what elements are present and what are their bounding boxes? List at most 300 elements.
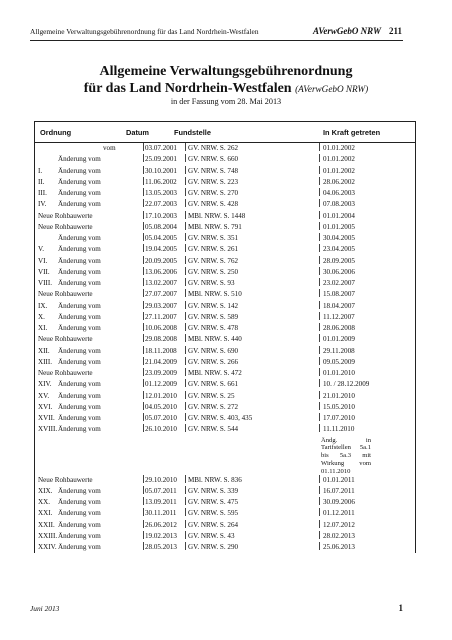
row-in-kraft: 15.08.2007 <box>323 290 355 299</box>
row-roman-numeral: XIII. <box>38 357 52 366</box>
column-separator <box>319 542 320 550</box>
row-label: Änderung vom <box>58 177 101 186</box>
row-label: Änderung vom <box>58 301 101 310</box>
table-row <box>35 531 415 542</box>
column-separator <box>143 233 144 241</box>
column-separator <box>319 199 320 207</box>
document-title-line1: Allgemeine Verwaltungsgebührenordnung <box>99 64 353 79</box>
amendments-table <box>34 121 416 553</box>
row-roman-numeral: IV. <box>38 200 47 209</box>
column-separator <box>185 368 186 376</box>
header-datum: Datum <box>126 128 149 137</box>
column-separator <box>319 486 320 494</box>
table-row <box>35 424 415 435</box>
header-in-kraft: In Kraft getreten <box>323 128 381 137</box>
table-row <box>35 346 415 357</box>
column-separator <box>143 402 144 410</box>
row-fundstelle: MBl. NRW. S. 440 <box>188 335 242 344</box>
column-separator <box>143 199 144 207</box>
row-in-kraft: 01.01.2005 <box>323 222 355 231</box>
amendment-note: Ändg. in Tarifstellen 5a.1 bis 5a.3 mit Wirkung vom 01.11.2010 <box>321 436 371 475</box>
row-fundstelle: GV. NRW. S. 475 <box>188 498 239 506</box>
row-fundstelle: GV. NRW. S. 478 <box>188 324 239 332</box>
row-roman-numeral: X. <box>38 312 45 321</box>
column-separator <box>143 301 144 309</box>
row-datum: 27.11.2007 <box>145 312 177 321</box>
row-datum: 29.08.2008 <box>145 335 177 344</box>
column-separator <box>185 267 186 275</box>
row-label: Neue Rohbauwerte <box>38 335 93 344</box>
row-fundstelle: GV. NRW. S. 595 <box>188 509 239 518</box>
table-header <box>35 122 415 143</box>
column-separator <box>185 508 186 516</box>
row-label: Änderung vom <box>58 279 101 287</box>
column-separator <box>319 233 320 241</box>
row-in-kraft: 28.09.2005 <box>323 256 355 265</box>
row-label: Änderung vom <box>58 312 101 321</box>
row-datum: 26.10.2010 <box>145 425 177 434</box>
table-row <box>35 233 415 244</box>
row-in-kraft: 30.09.2006 <box>323 498 355 506</box>
row-fundstelle: GV. NRW. S. 261 <box>188 245 239 254</box>
column-separator <box>185 542 186 550</box>
row-in-kraft: 11.11.2010 <box>323 425 355 434</box>
row-label: Änderung vom <box>58 498 101 506</box>
row-label: Änderung vom <box>58 267 101 276</box>
document-title-line2-text: für das Land Nordrhein-Westfalen <box>83 81 292 96</box>
row-fundstelle: GV. NRW. S. 270 <box>188 189 239 197</box>
column-separator <box>319 222 320 230</box>
table-row <box>35 143 415 154</box>
table-row <box>35 267 415 278</box>
row-fundstelle: GV. NRW. S. 544 <box>188 425 239 434</box>
row-datum: 05.04.2005 <box>145 234 177 242</box>
row-fundstelle: MBl. NRW. S. 510 <box>188 290 242 299</box>
row-label: Änderung vom <box>58 402 101 411</box>
column-separator <box>143 497 144 505</box>
row-in-kraft: 15.05.2010 <box>323 402 355 411</box>
column-separator <box>143 177 144 185</box>
row-datum: 13.05.2003 <box>145 189 177 197</box>
column-separator <box>185 301 186 309</box>
row-in-kraft: 01.01.2002 <box>323 166 355 175</box>
column-separator <box>185 520 186 528</box>
column-separator <box>185 256 186 264</box>
row-in-kraft: 21.01.2010 <box>323 391 355 400</box>
row-roman-numeral: VII. <box>38 267 50 276</box>
row-datum: 04.05.2010 <box>145 402 177 411</box>
row-fundstelle: GV. NRW. S. 748 <box>188 166 239 175</box>
row-label: Änderung vom <box>58 155 101 164</box>
row-label: Änderung vom <box>58 543 101 551</box>
column-separator <box>185 154 186 162</box>
row-datum: 29.03.2007 <box>145 301 177 310</box>
row-fundstelle: GV. NRW. S. 589 <box>188 312 239 321</box>
row-label: Änderung vom <box>58 256 101 265</box>
column-separator <box>185 497 186 505</box>
column-separator <box>319 154 320 162</box>
running-header-right <box>313 26 402 36</box>
table-row <box>35 357 415 368</box>
column-separator <box>319 379 320 387</box>
column-separator <box>143 531 144 539</box>
column-separator <box>185 357 186 365</box>
row-in-kraft: 28.06.2008 <box>323 324 355 332</box>
header-rule <box>30 40 403 41</box>
row-datum: 26.06.2012 <box>145 520 177 529</box>
column-separator <box>185 188 186 196</box>
table-row <box>35 413 415 424</box>
column-separator <box>143 334 144 342</box>
column-separator <box>185 233 186 241</box>
table-row <box>35 323 415 334</box>
column-separator <box>319 520 320 528</box>
row-in-kraft: 07.08.2003 <box>323 200 355 209</box>
row-datum: 27.07.2007 <box>145 290 177 299</box>
row-fundstelle: MBl. NRW. S. 1448 <box>188 211 246 220</box>
table-row <box>35 244 415 255</box>
table-row <box>35 542 415 553</box>
row-in-kraft: 01.01.2004 <box>323 211 355 220</box>
row-label: Änderung vom <box>58 346 101 355</box>
column-separator <box>143 222 144 230</box>
row-in-kraft: 30.06.2006 <box>323 267 355 276</box>
row-label: Neue Rohbauwerte <box>38 222 93 231</box>
row-in-kraft: 16.07.2011 <box>323 486 355 495</box>
row-roman-numeral: XVII. <box>38 414 55 422</box>
row-datum: 18.11.2008 <box>145 346 177 355</box>
table-note-row <box>35 436 415 475</box>
column-separator <box>319 413 320 421</box>
column-separator <box>319 368 320 376</box>
row-in-kraft: 30.04.2005 <box>323 234 355 242</box>
running-title: Allgemeine Verwaltungsgebührenordnung für das Land Nordrhein-Westfalen <box>30 27 259 36</box>
table-row <box>35 486 415 497</box>
column-separator <box>185 244 186 252</box>
column-separator <box>143 312 144 320</box>
row-roman-numeral: XVIII. <box>38 425 58 434</box>
column-separator <box>319 334 320 342</box>
row-datum: 13.09.2011 <box>145 498 177 506</box>
page-footer <box>30 603 403 613</box>
table-row <box>35 154 415 165</box>
row-in-kraft: 01.01.2011 <box>323 475 355 484</box>
column-separator <box>319 166 320 174</box>
row-label: Änderung vom <box>58 245 101 254</box>
row-datum: 17.10.2003 <box>145 211 177 220</box>
column-separator <box>185 413 186 421</box>
row-fundstelle: GV. NRW. S. 290 <box>188 543 239 551</box>
column-separator <box>143 486 144 494</box>
table-row <box>35 379 415 390</box>
column-separator <box>143 508 144 516</box>
row-in-kraft: 25.06.2013 <box>323 543 355 551</box>
header-page-number: 211 <box>388 26 402 36</box>
row-fundstelle: GV. NRW. S. 690 <box>188 346 239 355</box>
row-fundstelle: MBl. NRW. S. 791 <box>188 222 242 231</box>
column-separator <box>143 188 144 196</box>
header-fundstelle: Fundstelle <box>174 128 211 137</box>
row-datum: 19.04.2005 <box>145 245 177 254</box>
row-fundstelle: GV. NRW. S. 403, 435 <box>188 414 253 422</box>
row-in-kraft: 29.11.2008 <box>323 346 355 355</box>
column-separator <box>143 323 144 331</box>
column-separator <box>319 531 320 539</box>
table-row <box>35 188 415 199</box>
row-datum: 10.06.2008 <box>145 324 177 332</box>
column-separator <box>185 177 186 185</box>
table-row <box>35 177 415 188</box>
table-row <box>35 508 415 519</box>
column-separator <box>143 357 144 365</box>
column-separator <box>185 211 186 219</box>
column-separator <box>143 244 144 252</box>
column-separator <box>143 289 144 297</box>
row-datum: 25.09.2001 <box>145 155 177 164</box>
row-datum: 05.08.2004 <box>145 222 177 231</box>
row-label: Änderung vom <box>58 380 101 389</box>
row-in-kraft: 17.07.2010 <box>323 414 355 422</box>
table-row <box>35 199 415 210</box>
row-fundstelle: GV. NRW. S. 93 <box>188 279 235 287</box>
table-row <box>35 312 415 323</box>
row-label: Neue Rohbauwerte <box>38 369 93 377</box>
column-separator <box>319 497 320 505</box>
column-separator <box>185 323 186 331</box>
row-fundstelle: GV. NRW. S. 272 <box>188 402 239 411</box>
table-row <box>35 475 415 486</box>
column-separator <box>319 188 320 196</box>
row-roman-numeral: III. <box>38 189 47 197</box>
row-fundstelle: GV. NRW. S. 266 <box>188 357 239 366</box>
row-datum: 05.07.2010 <box>145 414 177 422</box>
column-separator <box>143 211 144 219</box>
table-row <box>35 391 415 402</box>
table-row <box>35 211 415 222</box>
row-fundstelle: GV. NRW. S. 428 <box>188 200 239 209</box>
row-in-kraft: 11.12.2007 <box>323 312 355 321</box>
row-in-kraft: 23.02.2007 <box>323 279 355 287</box>
row-datum: 29.10.2010 <box>145 475 177 484</box>
row-datum: 22.07.2003 <box>145 200 177 209</box>
column-separator <box>319 211 320 219</box>
row-fundstelle: GV. NRW. S. 223 <box>188 177 239 186</box>
row-label: Änderung vom <box>58 391 101 400</box>
row-datum: 28.05.2013 <box>145 543 177 551</box>
footer-page-number: 1 <box>398 603 403 613</box>
table-row <box>35 166 415 177</box>
row-fundstelle: GV. NRW. S. 25 <box>188 391 235 400</box>
row-datum: 13.02.2007 <box>145 279 177 287</box>
table-row <box>35 497 415 508</box>
row-in-kraft: 01.01.2010 <box>323 369 355 377</box>
row-in-kraft: 28.06.2002 <box>323 177 355 186</box>
column-separator <box>319 402 320 410</box>
row-label: Neue Rohbauwerte <box>38 211 93 220</box>
column-separator <box>185 346 186 354</box>
row-in-kraft: 09.05.2009 <box>323 357 355 366</box>
column-separator <box>143 424 144 432</box>
row-fundstelle: GV. NRW. S. 262 <box>188 144 239 152</box>
row-vom: vom <box>103 144 116 152</box>
column-separator <box>143 154 144 162</box>
column-separator <box>319 177 320 185</box>
row-datum: 01.12.2009 <box>145 380 177 389</box>
row-label: Änderung vom <box>58 189 101 197</box>
row-fundstelle: GV. NRW. S. 762 <box>188 256 239 265</box>
row-datum: 19.02.2013 <box>145 531 177 540</box>
column-separator <box>185 486 186 494</box>
table-row <box>35 301 415 312</box>
row-roman-numeral: XXIII. <box>38 531 58 540</box>
row-in-kraft: 01.01.2002 <box>323 155 355 164</box>
column-separator <box>185 278 186 286</box>
row-in-kraft: 23.04.2005 <box>323 245 355 254</box>
row-label: Änderung vom <box>58 531 101 540</box>
row-datum: 13.06.2006 <box>145 267 177 276</box>
row-fundstelle: GV. NRW. S. 250 <box>188 267 239 276</box>
column-separator <box>319 508 320 516</box>
row-datum: 20.09.2005 <box>145 256 177 265</box>
column-separator <box>143 166 144 174</box>
column-separator <box>185 424 186 432</box>
row-in-kraft: 18.04.2007 <box>323 301 355 310</box>
row-roman-numeral: XIV. <box>38 380 52 389</box>
row-datum: 05.07.2011 <box>145 486 177 495</box>
column-separator <box>185 391 186 399</box>
column-separator <box>185 312 186 320</box>
row-datum: 03.07.2001 <box>145 144 177 152</box>
row-fundstelle: GV. NRW. S. 264 <box>188 520 239 529</box>
column-separator <box>185 531 186 539</box>
table-row <box>35 256 415 267</box>
row-datum: 12.01.2010 <box>145 391 177 400</box>
row-roman-numeral: XV. <box>38 391 50 400</box>
row-label: Änderung vom <box>58 324 101 332</box>
row-in-kraft: 01.12.2011 <box>323 509 355 518</box>
column-separator <box>143 267 144 275</box>
column-separator <box>185 199 186 207</box>
row-fundstelle: MBl. NRW. S. 472 <box>188 369 242 377</box>
table-row <box>35 289 415 300</box>
column-separator <box>185 334 186 342</box>
row-roman-numeral: VI. <box>38 256 48 265</box>
row-label: Änderung vom <box>58 509 101 518</box>
table-row <box>35 334 415 345</box>
row-fundstelle: GV. NRW. S. 660 <box>188 155 239 164</box>
row-roman-numeral: IX. <box>38 301 48 310</box>
column-separator <box>143 256 144 264</box>
row-roman-numeral: XXI. <box>38 509 53 518</box>
column-separator <box>319 357 320 365</box>
table-row <box>35 402 415 413</box>
row-fundstelle: GV. NRW. S. 43 <box>188 531 235 540</box>
table-row <box>35 368 415 379</box>
row-roman-numeral: XXII. <box>38 520 55 529</box>
column-separator <box>185 402 186 410</box>
row-label: Änderung vom <box>58 166 101 175</box>
row-fundstelle: GV. NRW. S. 661 <box>188 380 239 389</box>
column-separator <box>185 379 186 387</box>
table-row <box>35 222 415 233</box>
row-roman-numeral: XVI. <box>38 402 53 411</box>
row-datum: 11.06.2002 <box>145 177 177 186</box>
footer-date: Juni 2013 <box>30 604 60 613</box>
row-in-kraft: 01.01.2002 <box>323 144 355 152</box>
row-datum: 30.11.2011 <box>145 509 177 518</box>
row-in-kraft: 10. / 28.12.2009 <box>323 380 370 389</box>
row-label: Änderung vom <box>58 486 101 495</box>
column-separator <box>319 424 320 432</box>
edition-note: in der Fassung vom 28. Mai 2013 <box>170 97 282 106</box>
row-roman-numeral: XIX. <box>38 486 53 495</box>
row-fundstelle: GV. NRW. S. 339 <box>188 486 239 495</box>
column-separator <box>319 312 320 320</box>
row-fundstelle: GV. NRW. S. 142 <box>188 301 239 310</box>
row-label: Änderung vom <box>58 425 101 434</box>
row-roman-numeral: I. <box>38 166 43 175</box>
column-separator <box>143 475 144 483</box>
row-fundstelle: GV. NRW. S. 351 <box>188 234 239 242</box>
column-separator <box>319 244 320 252</box>
column-separator <box>143 542 144 550</box>
column-separator <box>319 301 320 309</box>
column-separator <box>143 391 144 399</box>
row-in-kraft: 28.02.2013 <box>323 531 355 540</box>
row-label: Änderung vom <box>58 357 101 366</box>
row-datum: 30.10.2001 <box>145 166 177 175</box>
row-in-kraft: 01.01.2009 <box>323 335 355 344</box>
column-separator <box>143 379 144 387</box>
column-separator <box>143 346 144 354</box>
row-label: Änderung vom <box>58 414 101 422</box>
row-datum: 23.09.2009 <box>145 369 177 377</box>
short-title: AVerwGebO NRW <box>313 26 381 36</box>
row-roman-numeral: XI. <box>38 324 48 332</box>
row-fundstelle: MBl. NRW. S. 836 <box>188 475 242 484</box>
table-body <box>35 143 415 553</box>
column-separator <box>319 475 320 483</box>
document-abbreviation: (AVerwGebO NRW) <box>295 84 369 94</box>
row-datum: 21.04.2009 <box>145 357 177 366</box>
column-separator <box>143 520 144 528</box>
row-label: Änderung vom <box>58 234 101 242</box>
column-separator <box>143 368 144 376</box>
row-in-kraft: 04.06.2003 <box>323 189 355 197</box>
column-separator <box>143 278 144 286</box>
row-roman-numeral: XX. <box>38 498 51 506</box>
running-header <box>30 26 402 36</box>
column-separator <box>319 323 320 331</box>
row-label: Änderung vom <box>58 200 101 209</box>
column-separator <box>319 278 320 286</box>
column-separator <box>185 289 186 297</box>
column-separator <box>185 166 186 174</box>
table-row <box>35 520 415 531</box>
row-in-kraft: 12.07.2012 <box>323 520 355 529</box>
row-roman-numeral: XII. <box>38 346 50 355</box>
column-separator <box>185 143 186 151</box>
column-separator <box>319 143 320 151</box>
column-separator <box>319 289 320 297</box>
document-title-line2 <box>30 80 422 98</box>
row-roman-numeral: V. <box>38 245 44 254</box>
column-separator <box>319 267 320 275</box>
header-ordnung: Ordnung <box>40 128 72 137</box>
row-roman-numeral: XXIV. <box>38 543 57 551</box>
row-roman-numeral: VIII. <box>38 279 52 287</box>
column-separator <box>185 475 186 483</box>
